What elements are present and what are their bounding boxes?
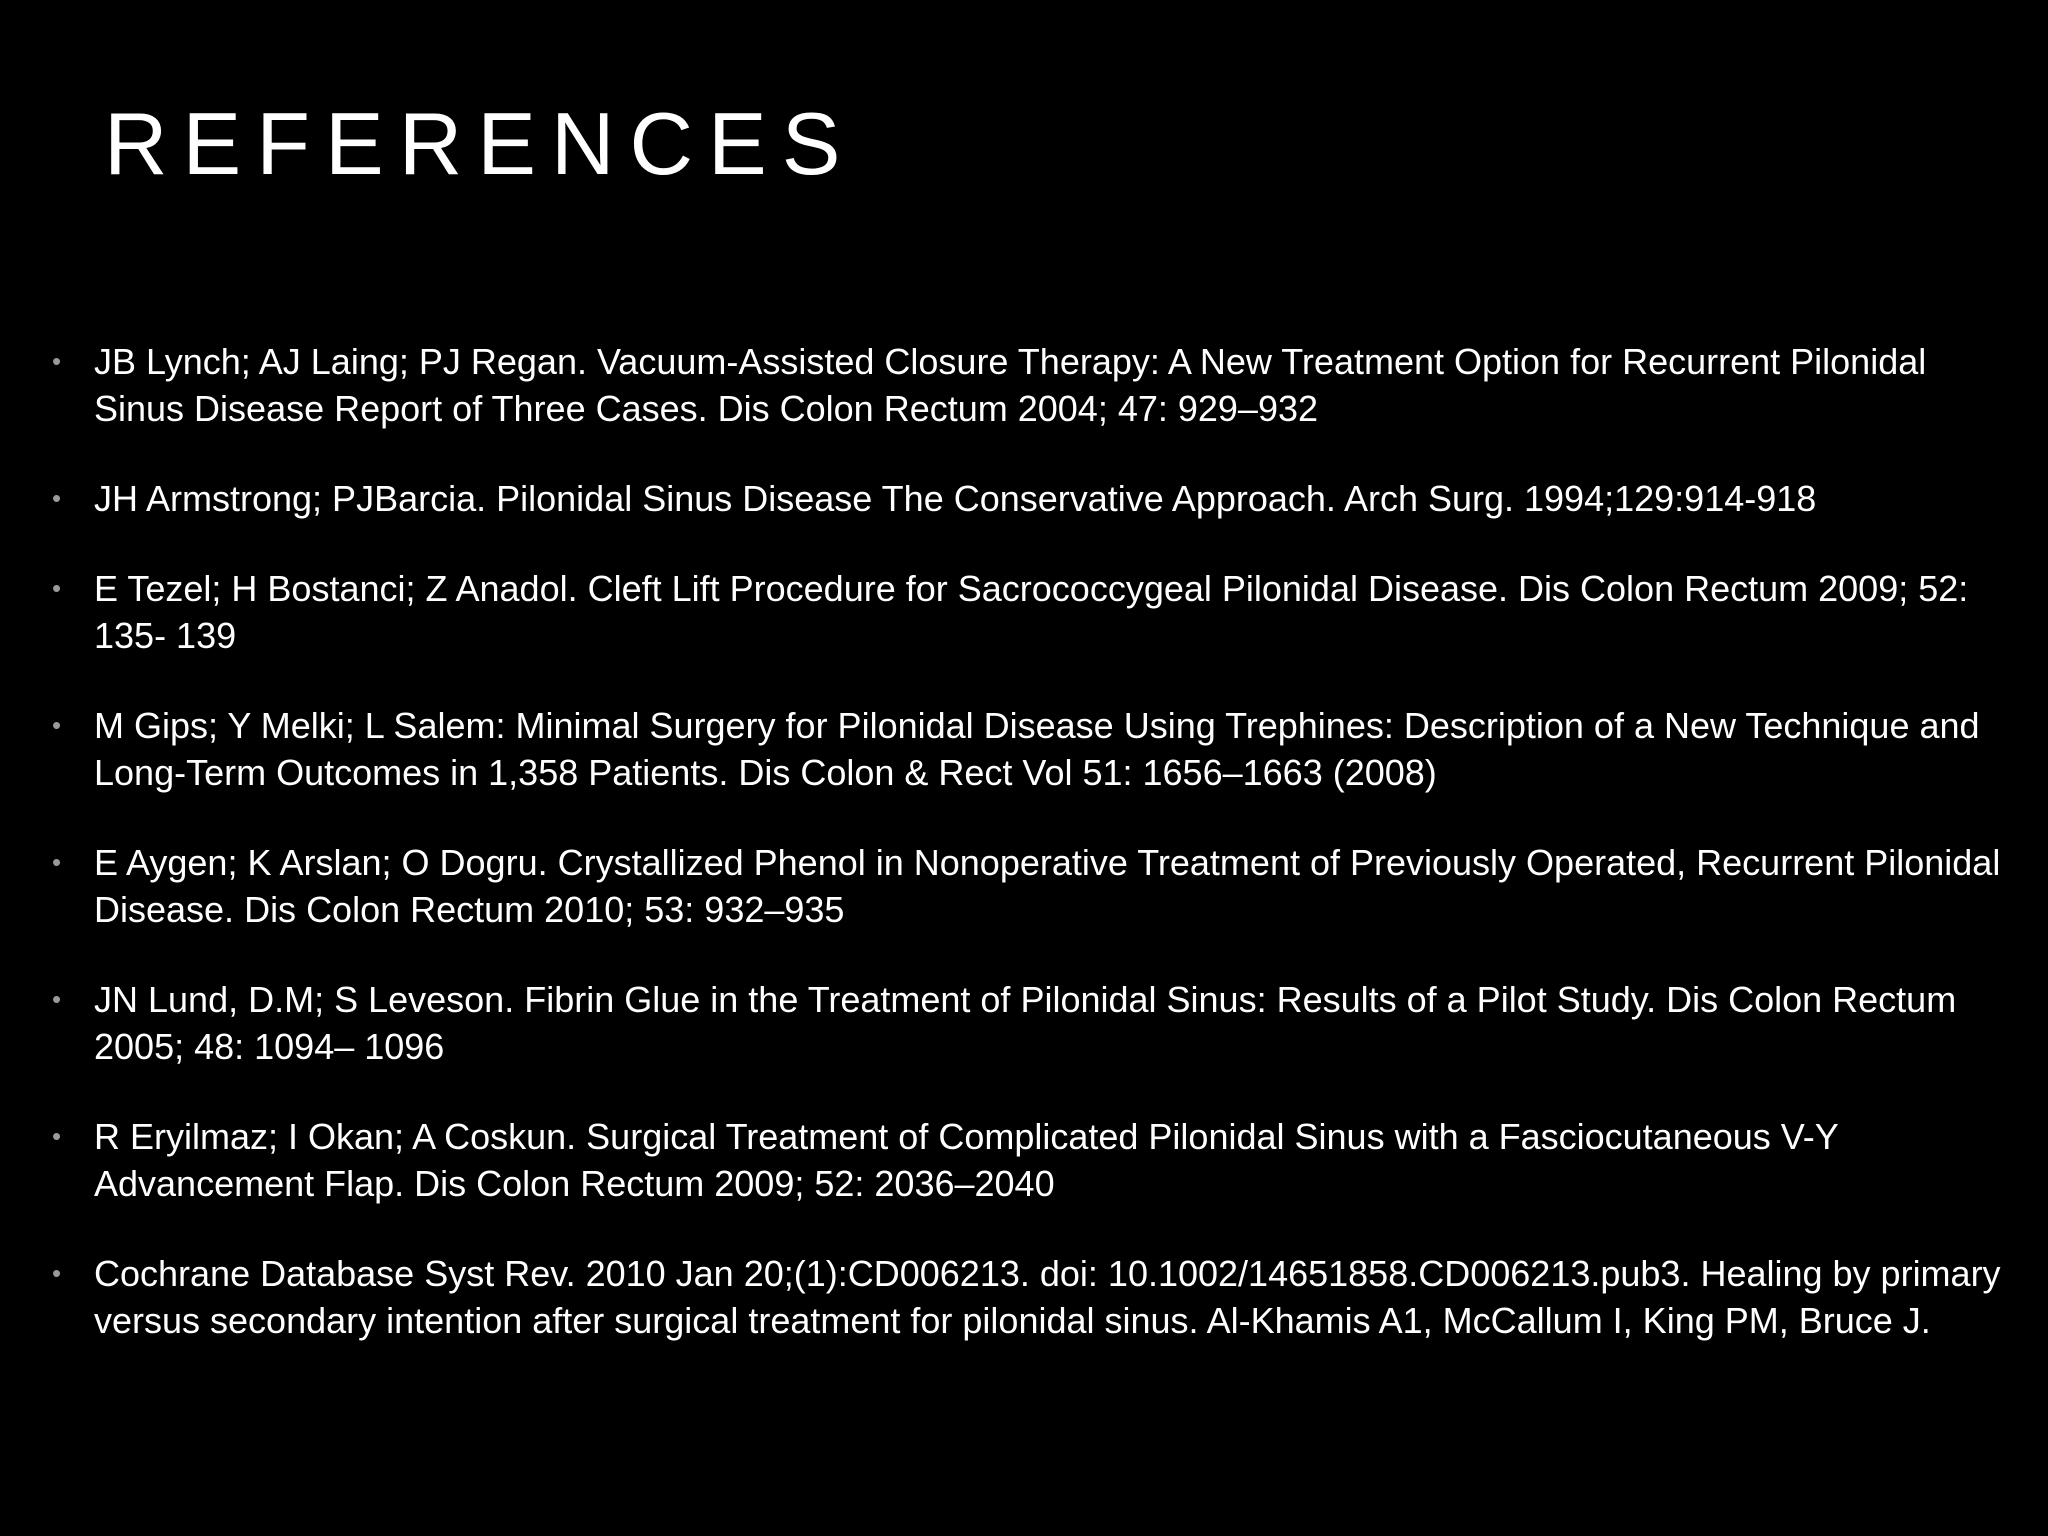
bullet-icon: • [52,1121,62,1151]
reference-item [52,1113,2012,1207]
bullet-icon: • [52,984,62,1014]
slide-title: REFERENCES [104,94,856,193]
reference-item [52,1250,2012,1344]
reference-item [52,976,2012,1070]
reference-item [52,475,2012,522]
bullet-icon: • [52,573,62,603]
reference-list [52,338,2012,1387]
reference-text: M Gips; Y Melki; L Salem: Minimal Surgery for Pilonidal Disease Using Trephines: Description of a New Technique and Long-Term Outcomes in 1,358 Patients. Dis Colon & Rect Vol 51: 1656–1663 (2008) [94,705,1980,793]
reference-item [52,338,2012,432]
bullet-icon: • [52,847,62,877]
reference-item [52,565,2012,659]
bullet-icon: • [52,483,62,513]
reference-text: JH Armstrong; PJBarcia. Pilonidal Sinus Disease The Conservative Approach. Arch Surg. 1994;129:914-918 [94,478,1817,519]
reference-text: Cochrane Database Syst Rev. 2010 Jan 20;(1):CD006213. doi: 10.1002/14651858.CD006213.pub3. Healing by primary versus secondary intention after surgical treatment for pilonidal sinus. Al-Khamis A1, McCallum I, King PM, Bruce J. [94,1253,2001,1341]
bullet-icon: • [52,1258,62,1288]
reference-text: R Eryilmaz; I Okan; A Coskun. Surgical Treatment of Complicated Pilonidal Sinus with a Fasciocutaneous V-Y Advancement Flap. Dis Colon Rectum 2009; 52: 2036–2040 [94,1116,1839,1204]
bullet-icon: • [52,710,62,740]
reference-text: JN Lund, D.M; S Leveson. Fibrin Glue in the Treatment of Pilonidal Sinus: Results of a Pilot Study. Dis Colon Rectum 2005; 48: 1094– 1096 [94,979,1957,1067]
reference-item [52,839,2012,933]
bullet-icon: • [52,346,62,376]
reference-text: E Aygen; K Arslan; O Dogru. Crystallized Phenol in Nonoperative Treatment of Previously Operated, Recurrent Pilonidal Disease. Dis Colon Rectum 2010; 53: 932–935 [94,842,2001,930]
reference-text: E Tezel; H Bostanci; Z Anadol. Cleft Lift Procedure for Sacrococcygeal Pilonidal Disease. Dis Colon Rectum 2009; 52: 135- 139 [94,568,1969,656]
reference-item [52,702,2012,796]
reference-text: JB Lynch; AJ Laing; PJ Regan. Vacuum-Assisted Closure Therapy: A New Treatment Option for Recurrent Pilonidal Sinus Disease Report of Three Cases. Dis Colon Rectum 2004; 47: 929–932 [94,341,1927,429]
